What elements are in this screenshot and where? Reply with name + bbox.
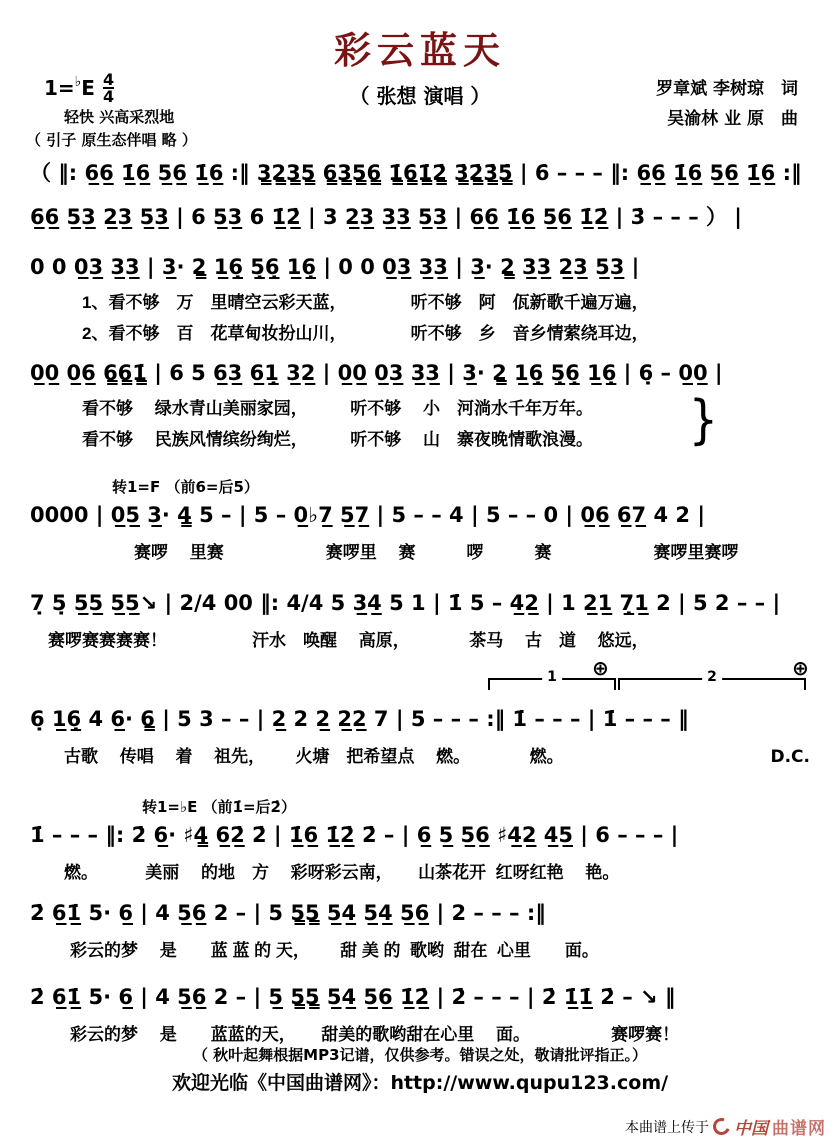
site-welcome-line: 欢迎光临《中国曲谱网》：http://www.qupu123.com/ <box>171 1072 669 1094</box>
notation-system <box>30 982 826 1045</box>
verse-brace: } <box>688 387 718 451</box>
notation-line: 6̣ 1̲6̲̣ 4 6̲· 6̳ | 5 3 – – | 2̲ 2 2̲ 2̲2̲ 7 | 5 – – – :‖ 1̇ – – – | 1̇ – – – ‖ <box>30 707 689 731</box>
key-signature <box>44 72 114 104</box>
modulation-marker: 转1=♭E （前1̇=后2̇） <box>142 798 296 816</box>
key-prefix: 1= <box>44 76 75 100</box>
lyricist-credit: 罗章斌 李树琼 词 <box>656 79 798 99</box>
lyrics-verse-1: 看不够 绿水青山美丽家园， 听不够 小 河淌水千年万年。 <box>82 399 593 418</box>
notation-line: 7̣ 5̣ 5̲5̲ 5̲5̲↘ | 2/4 00 ‖: 4/4 5 3̲4̲ 5 1 | 1̇ 5 – 4̲2̲ | 1 2̲1̲ 7̲̣1̲ 2 | 5 2 – – | <box>30 591 781 615</box>
lyrics-line: 彩云的梦 是 蓝蓝的天， 甜美的歌哟甜在心里 面。 赛啰赛！ <box>70 1025 680 1044</box>
time-signature-denominator: 4 <box>102 87 115 106</box>
lyrics-line: 彩云的梦 是 蓝 蓝 的 天， 甜 美 的 歌哟 甜在 心里 面。 <box>70 941 599 960</box>
notation-system <box>30 158 826 188</box>
coda-icon: ⊕ <box>592 656 609 680</box>
lyrics-line: 古歌 传唱 着 祖先， 火塘 把希望点 燃。 燃。 <box>64 747 564 766</box>
lyrics-line: 燃。 美丽 的地 方 彩呀彩云南， 山茶花开 红呀红艳 艳。 <box>64 863 620 882</box>
notation-line: 0000 | 0̲5̲ 3̲· 4̳ 5 – | 5 – 0̲♭7̲ 5̲7̲ | 5 – – 4 | 5 – – 0 | 0̲6̲ 6̲7̲ 4 2 | <box>30 503 705 527</box>
notation-system <box>30 202 826 232</box>
lyrics-verse-2: 2、看不够 百 花草甸妆扮山川， 听不够 乡 音乡情萦绕耳边， <box>82 324 649 343</box>
notation-system <box>30 252 826 344</box>
flat-icon: ♭ <box>74 74 82 90</box>
lyrics-verse-2: 看不够 民族风情缤纷绚烂， 听不够 山 寨夜晚情歌浪漫。 <box>82 430 593 449</box>
time-signature <box>103 72 114 104</box>
site-name-sub: 曲谱网 <box>772 1119 826 1139</box>
time-signature-numerator: 4 <box>102 70 115 89</box>
second-ending-bracket <box>618 669 806 690</box>
qupu-logo-icon <box>710 1115 733 1138</box>
transcriber-note: （ 秋叶起舞根据MP3记谱，仅供参考。错误之处，敬请批评指正。） <box>192 1046 648 1064</box>
coda-icon: ⊕ <box>792 656 809 680</box>
uploaded-by-badge <box>625 1114 826 1139</box>
notation-line: 1̇ – – – ‖: 2̇ 6̲· ♯4̳ 6̲2̲̇ 2̇ | 1̲̇6̲ 1̲̇2̲̇ 2̇ – | 6̲ 5̲ 5̲6̲ ♯4̲2̲ 4̲5̲ | 6 – – – | <box>30 823 679 847</box>
first-ending-bracket <box>488 669 616 690</box>
modulation-marker: 转1=F （前6=后5） <box>112 478 259 496</box>
song-title: 彩云蓝天 <box>334 29 506 72</box>
second-ending-number: 2 <box>702 669 722 685</box>
notation-system <box>30 358 826 450</box>
lyrics-line: 赛啰赛赛赛赛！ 汗水 唤醒 高原， 茶马 古 道 悠远， <box>48 631 649 650</box>
notation-line: 0̲0̲ 0̲6̲ 6̳6̳1̳̇ | 6 5 6̲3̲ 6̲1̲̣ 3̲2̲ | 0̲0̲ 0̲3̲ 3̲3̲ | 3̲· 2̳ 1̲6̲̣ 5̲̣6̲̣ 1̲6̲̣ | 6̣ – 0̲0̲ | <box>30 361 723 385</box>
notation-line: （ ‖: 6̲6̲ 1̲̇6̲ 5̲6̲ 1̲̇6̲ :‖ 3̳2̳3̳5̳ 6̳3̳5̳6̳ 1̳̇6̳̇1̳̇2̳̇ 3̳̇2̳̇3̳̇5̳̇ | 6̇ – – – ‖: 6̲6̲ 1̲̇6̲ 5̲6̲ 1̲̇6̲ :‖ <box>30 161 802 185</box>
notation-line: 2̇ 6̲1̲̇ 5· 6̲ | 4 5̲6̲ 2 – | 5̲ 5̳5̳ 5̲4̲ 5̲6̲ 1̲̇2̲̇ | 2̇ – – – | 2̇ 1̲̇1̲̇ 2̇ – ↘ ‖ <box>30 985 676 1009</box>
first-ending-number: 1 <box>542 669 562 685</box>
intro-annotation: （ 引子 原生态伴唱 略 ） <box>26 131 197 149</box>
notation-system <box>30 798 826 883</box>
notation-line: 0 0 0̲3̲ 3̲3̲ | 3̲· 2̳ 1̲6̲̣ 5̲̣6̲̣ 1̲6̲̣ | 0 0 0̲3̲ 3̲3̲ | 3̲· 2̳ 3̲3̲ 2̲3̲ 5̲3̲ | <box>30 255 640 279</box>
lyrics-line: 赛啰 里赛 赛啰里 赛 啰 赛 赛啰里赛啰 <box>134 543 739 562</box>
tempo-marking: 轻快 兴高采烈地 <box>64 108 175 126</box>
notation-system <box>30 478 826 563</box>
lyrics-verse-1: 1、看不够 万 里晴空云彩天蓝， 听不够 阿 佤新歌千遍万遍， <box>82 293 649 312</box>
key-letter: E <box>81 76 95 100</box>
site-name-main: 中国 <box>734 1119 768 1139</box>
uploaded-by-text: 本曲谱上传于 <box>625 1119 709 1136</box>
notation-system <box>30 898 826 961</box>
composer-credit: 吴渝林 业 原 曲 <box>667 109 798 129</box>
notation-system <box>30 588 826 651</box>
notation-line: 2̇ 6̲1̲̇ 5· 6̲ | 4 5̲6̲ 2 – | 5 5̳5̳ 5̲4̲ 5̲4̲ 5̲6̲ | 2 – – – :‖ <box>30 901 546 925</box>
notation-system <box>30 656 826 767</box>
notation-line: 6̲6̲ 5̲3̲ 2̲3̲ 5̲3̲ | 6 5̲3̲ 6 1̲̇2̲̇ | 3 2̲3̲ 3̲3̲ 5̲3̲ | 6̲6̲ 1̲̇6̲ 5̲6̲ 1̲̇2̲̇ | 3̇ – – – ） | <box>30 205 742 229</box>
da-capo-mark: D.C. <box>770 747 810 767</box>
performer-line: （ 张想 演唱 ） <box>349 84 491 108</box>
